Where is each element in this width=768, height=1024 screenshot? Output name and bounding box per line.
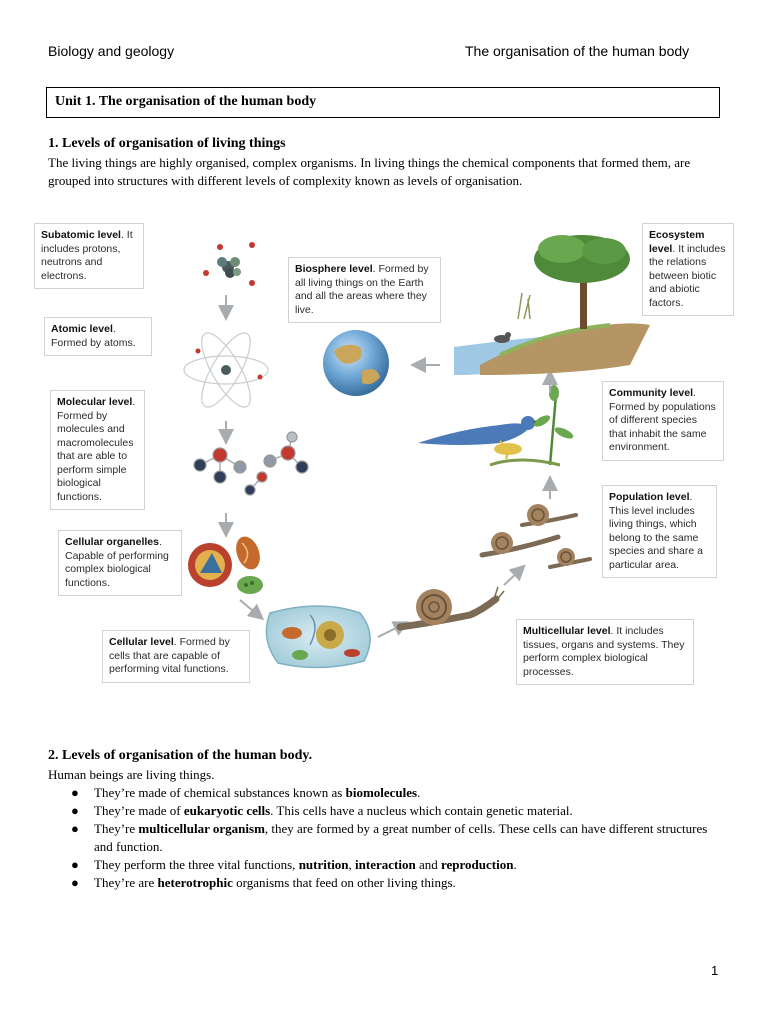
label-subatomic: Subatomic level. It includes protons, neutrons and electrons. (34, 223, 144, 289)
bullet-icon: ● (71, 803, 79, 818)
list-item: ● They’re made of chemical substances known as biomolecules. (71, 785, 421, 800)
bullet-icon: ● (71, 821, 79, 836)
list-item: ● They’re are heterotrophic organisms that feed on other living things. (71, 875, 456, 890)
bullet-icon: ● (71, 785, 79, 800)
header-subject: Biology and geology (48, 43, 175, 59)
molecules-icon (194, 432, 308, 495)
label-biosphere: Biosphere level. Formed by all living things on the Earth and all the areas where they live. (288, 257, 441, 323)
atom-icon (184, 327, 268, 414)
section2-intro: Human beings are living things. (48, 767, 215, 782)
label-multicellular: Multicellular level. It includes tissues, organs and systems. They perform complex biological processes. (516, 619, 694, 685)
levels-figure (30, 215, 742, 693)
section2-title: 2. Levels of organisation of the human body. (48, 748, 313, 763)
animal-cell-icon (266, 606, 370, 668)
section1-paragraph: The living things are highly organised, complex organisms. In living things the chemical components that formed them, are grouped into structures with different levels of complexity known as levels of organisation. (48, 155, 691, 188)
page-number: 1 (711, 963, 719, 978)
list-item: ● They’re multicellular organism, they are formed by a great number of cells. These cells can have different structures and function. (71, 821, 708, 854)
header-topic: The organisation of the human body (465, 43, 690, 59)
organelles-icon (188, 533, 264, 594)
label-atomic: Atomic level. Formed by atoms. (44, 317, 152, 356)
ecosystem-icon (454, 235, 650, 375)
bullet-icon: ● (71, 875, 79, 890)
label-organelles: Cellular organelles. Capable of performing complex biological functions. (58, 530, 182, 596)
bird-plant-icon (418, 385, 575, 465)
snail-population-icon (482, 504, 590, 567)
label-cellular: Cellular level. Formed by cells that are capable of performing vital functions. (102, 630, 250, 683)
subatomic-particles-icon (203, 242, 255, 286)
label-community: Community level. Formed by populations of different species that inhabit the same environment. (602, 381, 724, 461)
unit-title: Unit 1. The organisation of the human body (46, 87, 720, 118)
human-body-facts-list (48, 784, 728, 892)
section1-title: 1. Levels of organisation of living things (48, 136, 286, 151)
earth-icon (323, 330, 389, 396)
list-item: ● They perform the three vital functions, nutrition, interaction and reproduction. (71, 857, 517, 872)
label-molecular: Molecular level. Formed by molecules and macromolecules that are able to perform simple biological functions. (50, 390, 145, 510)
snail-icon (400, 587, 504, 627)
bullet-icon: ● (71, 857, 79, 872)
label-population: Population level. This level includes living things, which belong to the same species and share a particular area. (602, 485, 717, 578)
list-item: ● They’re made of eukaryotic cells. This cells have a nucleus which contain genetic material. (71, 803, 573, 818)
label-ecosystem: Ecosystem level. It includes the relations between biotic and abiotic factors. (642, 223, 734, 316)
